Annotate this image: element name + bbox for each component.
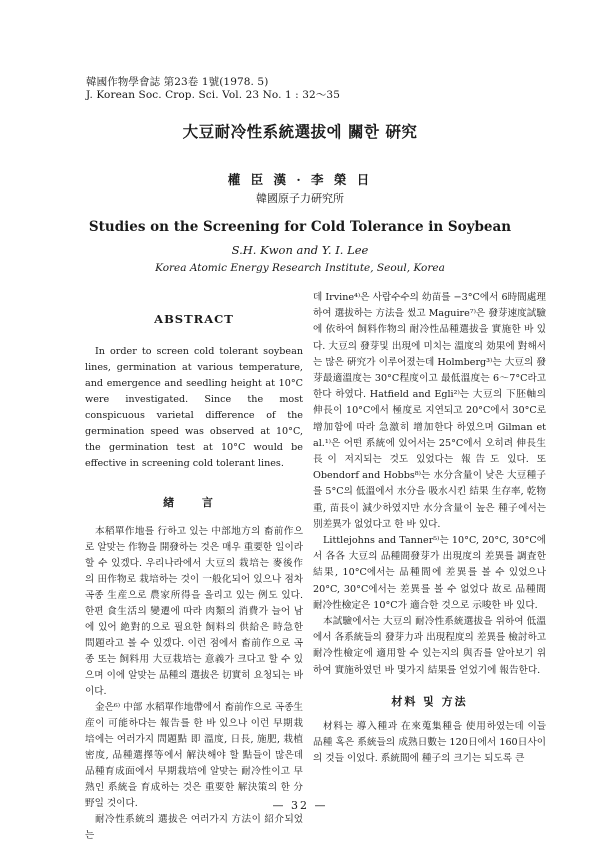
right-paragraph-1: 데 Irvine⁴⁾은 사람수수의 幼苗를 −3°C에서 6時間處理하여 選拔하는 方法을 썼고 Maguire⁷⁾은 發芽速度試驗에 依하여 飼料作物의 耐冷性品種選拔을 實施한 바 있다. 大豆의 發芽및 出現에 미치는 溫度의 効果에 對해서는 많은 硏究가 이루어졌는데 Holmberg³⁾는 大豆의 發芽最適溫度는 30°C程度이고 最低溫度는 6～7°C라고 한다 하였다. Hatfield and Egli²⁾는 大豆의 下胚軸의 伸長이 10°C에서 極度로 지연되고 20°C에서 30°C로 增加함에 따라 急激히 增加한다 하였으며 Gilman et al.¹⁾은 어떤 系統에 있어서는 25°C에서 오히려 伸長生長이 저지되는 것도 있었다는 報告도 있다. 또 Obendorf and Hobbs⁸⁾는 水分含量이 낮은 大豆種子를 5°C의 低溫에서 水分을 吸水시킨 結果 生存率, 乾物重, 苗長이 減少하였지만 水分含量이 높은 種子에서는 別差異가 없었다고 한 바 있다. [313, 292, 546, 530]
intro-paragraph-2: 金은⁶⁾ 中部 水稻單作地帶에서 畜前作으로 곡종生産이 可能하다는 報告를 한 바 있으나 이런 早期栽培에는 여러가지 問題點 即 溫度, 日長, 施肥, 栽植密度, 品種選擇等에서 解決해야 할 點들이 많은데 品種育成面에서 早期栽培에 알맞는 耐冷性이고 早熟인 系統을 育成하는 것은 重要한 解決策의 한 分野일 것이다. [85, 702, 303, 809]
methods-heading: 材料 및 方法 [391, 694, 468, 708]
title-english: Studies on the Screening for Cold Tolerance in Soybean [88, 219, 512, 235]
intro-paragraph-3: 耐冷性系統의 選拔은 여러가지 方法이 紹介되었는 [85, 814, 303, 841]
abstract-heading: ABSTRACT [154, 312, 234, 326]
abstract-body [85, 344, 303, 472]
methods-paragraph-1: 材料는 導入種과 在來蒐集種을 使用하였는데 이들 品種 혹은 系統들의 成熟日數는 120日에서 160日사이의 것들 이었다. 系統間에 種子의 크기는 되도록 큰 [313, 720, 546, 765]
journal-line-korean: 韓國作物學會誌 第23卷 1號(1978. 5) [86, 76, 269, 88]
right-paragraph-2: Littlejohns and Tanner⁵⁾는 10°C, 20°C, 30°C에서 各各 大豆의 品種間發芽가 出現度의 差異를 調査한 結果, 10°C에서는 品種間에 差異를 볼 수 있었으나 20°C, 30°C에서는 差異를 볼 수 없었다 故로 品種間 耐冷性檢定은 10°C가 適合한 것으로 示唆한 바 있다. [313, 535, 546, 611]
page-number: — 32 — [272, 799, 328, 812]
journal-citation [86, 76, 340, 102]
journal-line-english: J. Korean Soc. Crop. Sci. Vol. 23 No. 1 : 32～35 [86, 89, 340, 101]
introduction-heading: 緖 言 [163, 496, 225, 509]
authors-korean: 權 臣 漢 · 李 榮 日 [227, 172, 373, 187]
abstract-text: In order to screen cold tolerant soybean lines, germination at various temperature, and emergence and seedling height at 10°C were investigated. Since the most conspicuous varietal difference of the germination speed was observed at 10°C, the germination test at 10°C would be effective in screening cold tolerant lines. [85, 346, 303, 469]
right-paragraph-3: 本試驗에서는 大豆의 耐冷性系統選拔을 위하여 低溫에서 各系統들의 發芽力과 出現程度의 差異를 檢討하고 耐冷性檢定에 適用할 수 있는지의 與否를 알아보기 위하여 實施하였던 바 몇가지 結果를 얻었기에 報告한다. [313, 616, 546, 676]
right-column [313, 290, 546, 767]
right-column-body [313, 290, 546, 679]
affiliation-korean: 韓國原子力硏究所 [256, 192, 344, 205]
intro-paragraph-1: 本稻單作地를 行하고 있는 中部地方의 畜前作으로 알맞는 作物을 開發하는 것은 매우 重要한 일이라 할 수 있겠다. 우리나라에서 大豆의 栽培는 麥後作의 田作物로 栽培하는 것이 一般化되어 있으나 점차 곡종 生産으로 農家所得을 올리고 있는 例도 있다. 한편 食生活의 變遷에 따라 肉類의 消費가 늘어 남에 있어 絶對的으로 필요한 飼料의 供給은 時急한 問題라고 볼 수 있겠다. 이런 점에서 畜前作으로 곡종 또는 飼料用 大豆栽培는 意義가 크다고 할 수 있으며 이에 알맞는 品種의 選拔은 切實히 요청되는 바이다. [85, 526, 303, 697]
methods-body [313, 719, 546, 768]
left-column [85, 290, 303, 844]
introduction-body [85, 524, 303, 844]
authors-english: S.H. Kwon and Y. I. Lee [231, 243, 369, 257]
title-korean: 大豆耐冷性系統選拔에 關한 硏究 [182, 122, 418, 141]
affiliation-english: Korea Atomic Energy Research Institute, Seoul, Korea [155, 262, 445, 274]
